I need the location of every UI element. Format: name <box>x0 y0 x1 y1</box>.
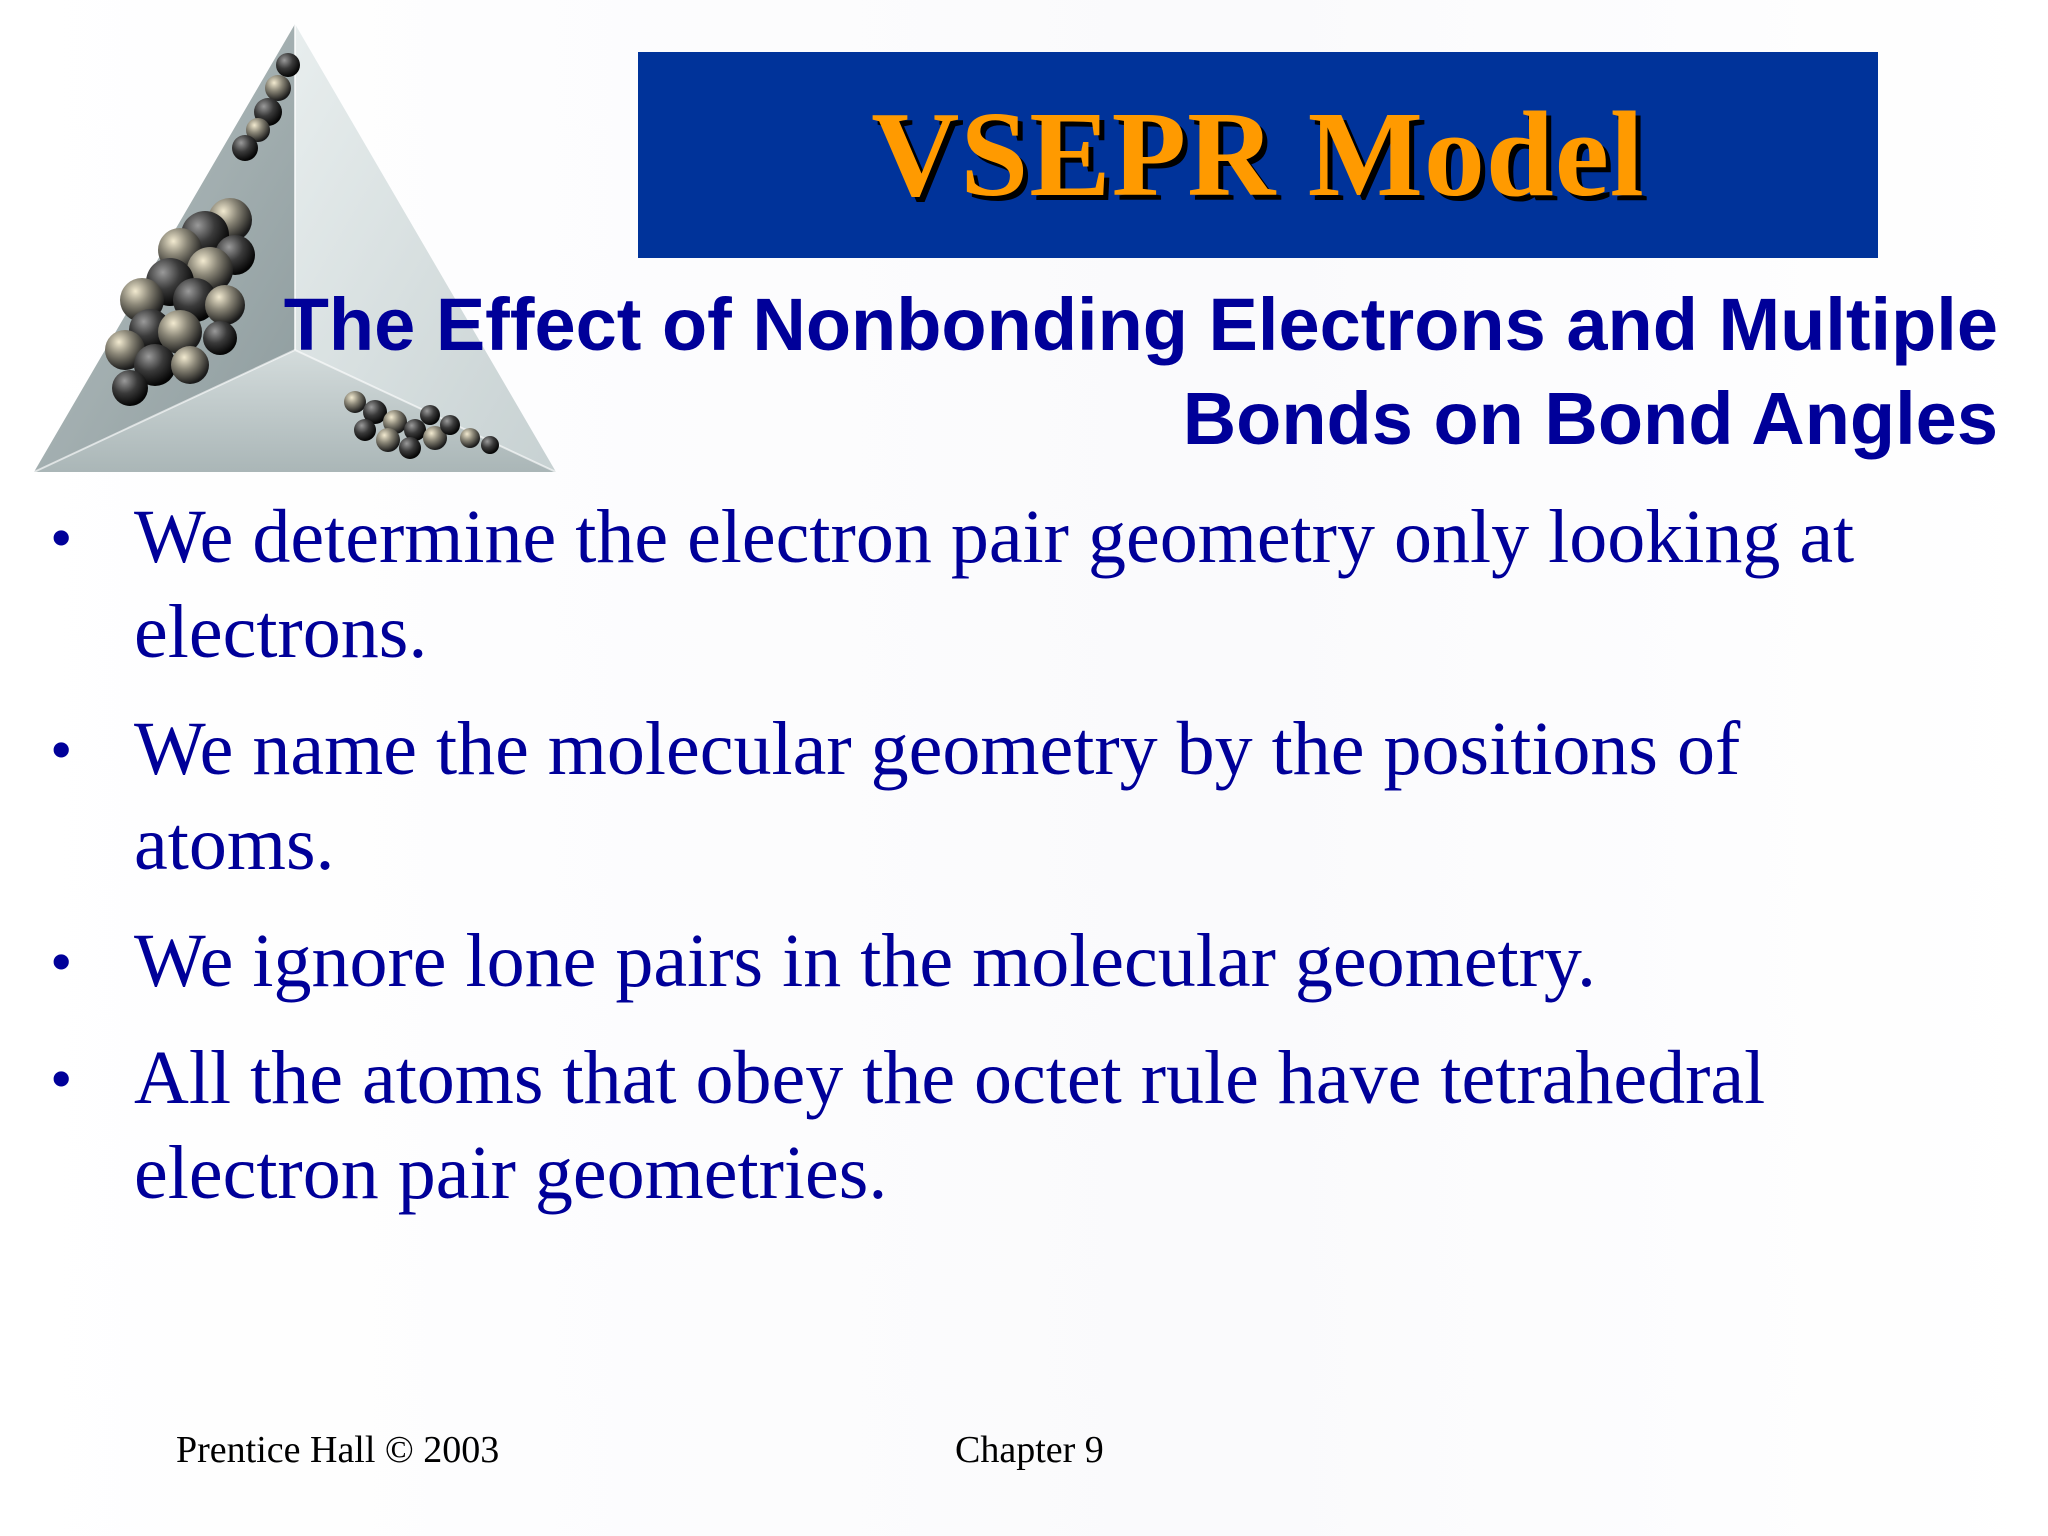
bullet-icon: • <box>50 926 73 997</box>
bullet-icon: • <box>50 502 73 573</box>
bullet-text-line: electrons. <box>134 590 428 674</box>
bullet-icon: • <box>50 1043 73 1114</box>
bullet-item <box>50 702 1970 892</box>
bullet-text-line: atoms. <box>134 802 335 886</box>
bullet-text-line: We determine the electron pair geometry only looking at <box>134 495 1855 579</box>
footer-copyright: Prentice Hall © 2003 <box>176 1429 500 1471</box>
title-bar <box>638 52 1878 258</box>
bullet-text-line: We ignore lone pairs in the molecular geometry. <box>134 919 1596 1003</box>
bullet-icon: • <box>50 714 73 785</box>
subtitle-line-2: Bonds on Bond Angles <box>1182 377 1998 460</box>
footer-chapter: Chapter 9 <box>955 1429 1104 1471</box>
bullet-item <box>50 914 1970 1009</box>
bullet-list <box>50 490 1970 1243</box>
bullet-text-line: We name the molecular geometry by the positions of <box>134 707 1741 791</box>
bullet-item <box>50 490 1970 680</box>
bullet-text-line: All the atoms that obey the octet rule have tetrahedral <box>134 1036 1766 1120</box>
slide-title: VSEPR Model <box>871 87 1645 222</box>
bullet-text-line: electron pair geometries. <box>134 1131 888 1215</box>
slide-subtitle <box>98 278 1998 466</box>
subtitle-line-1: The Effect of Nonbonding Electrons and Multiple <box>283 283 1998 366</box>
bullet-item <box>50 1031 1970 1221</box>
